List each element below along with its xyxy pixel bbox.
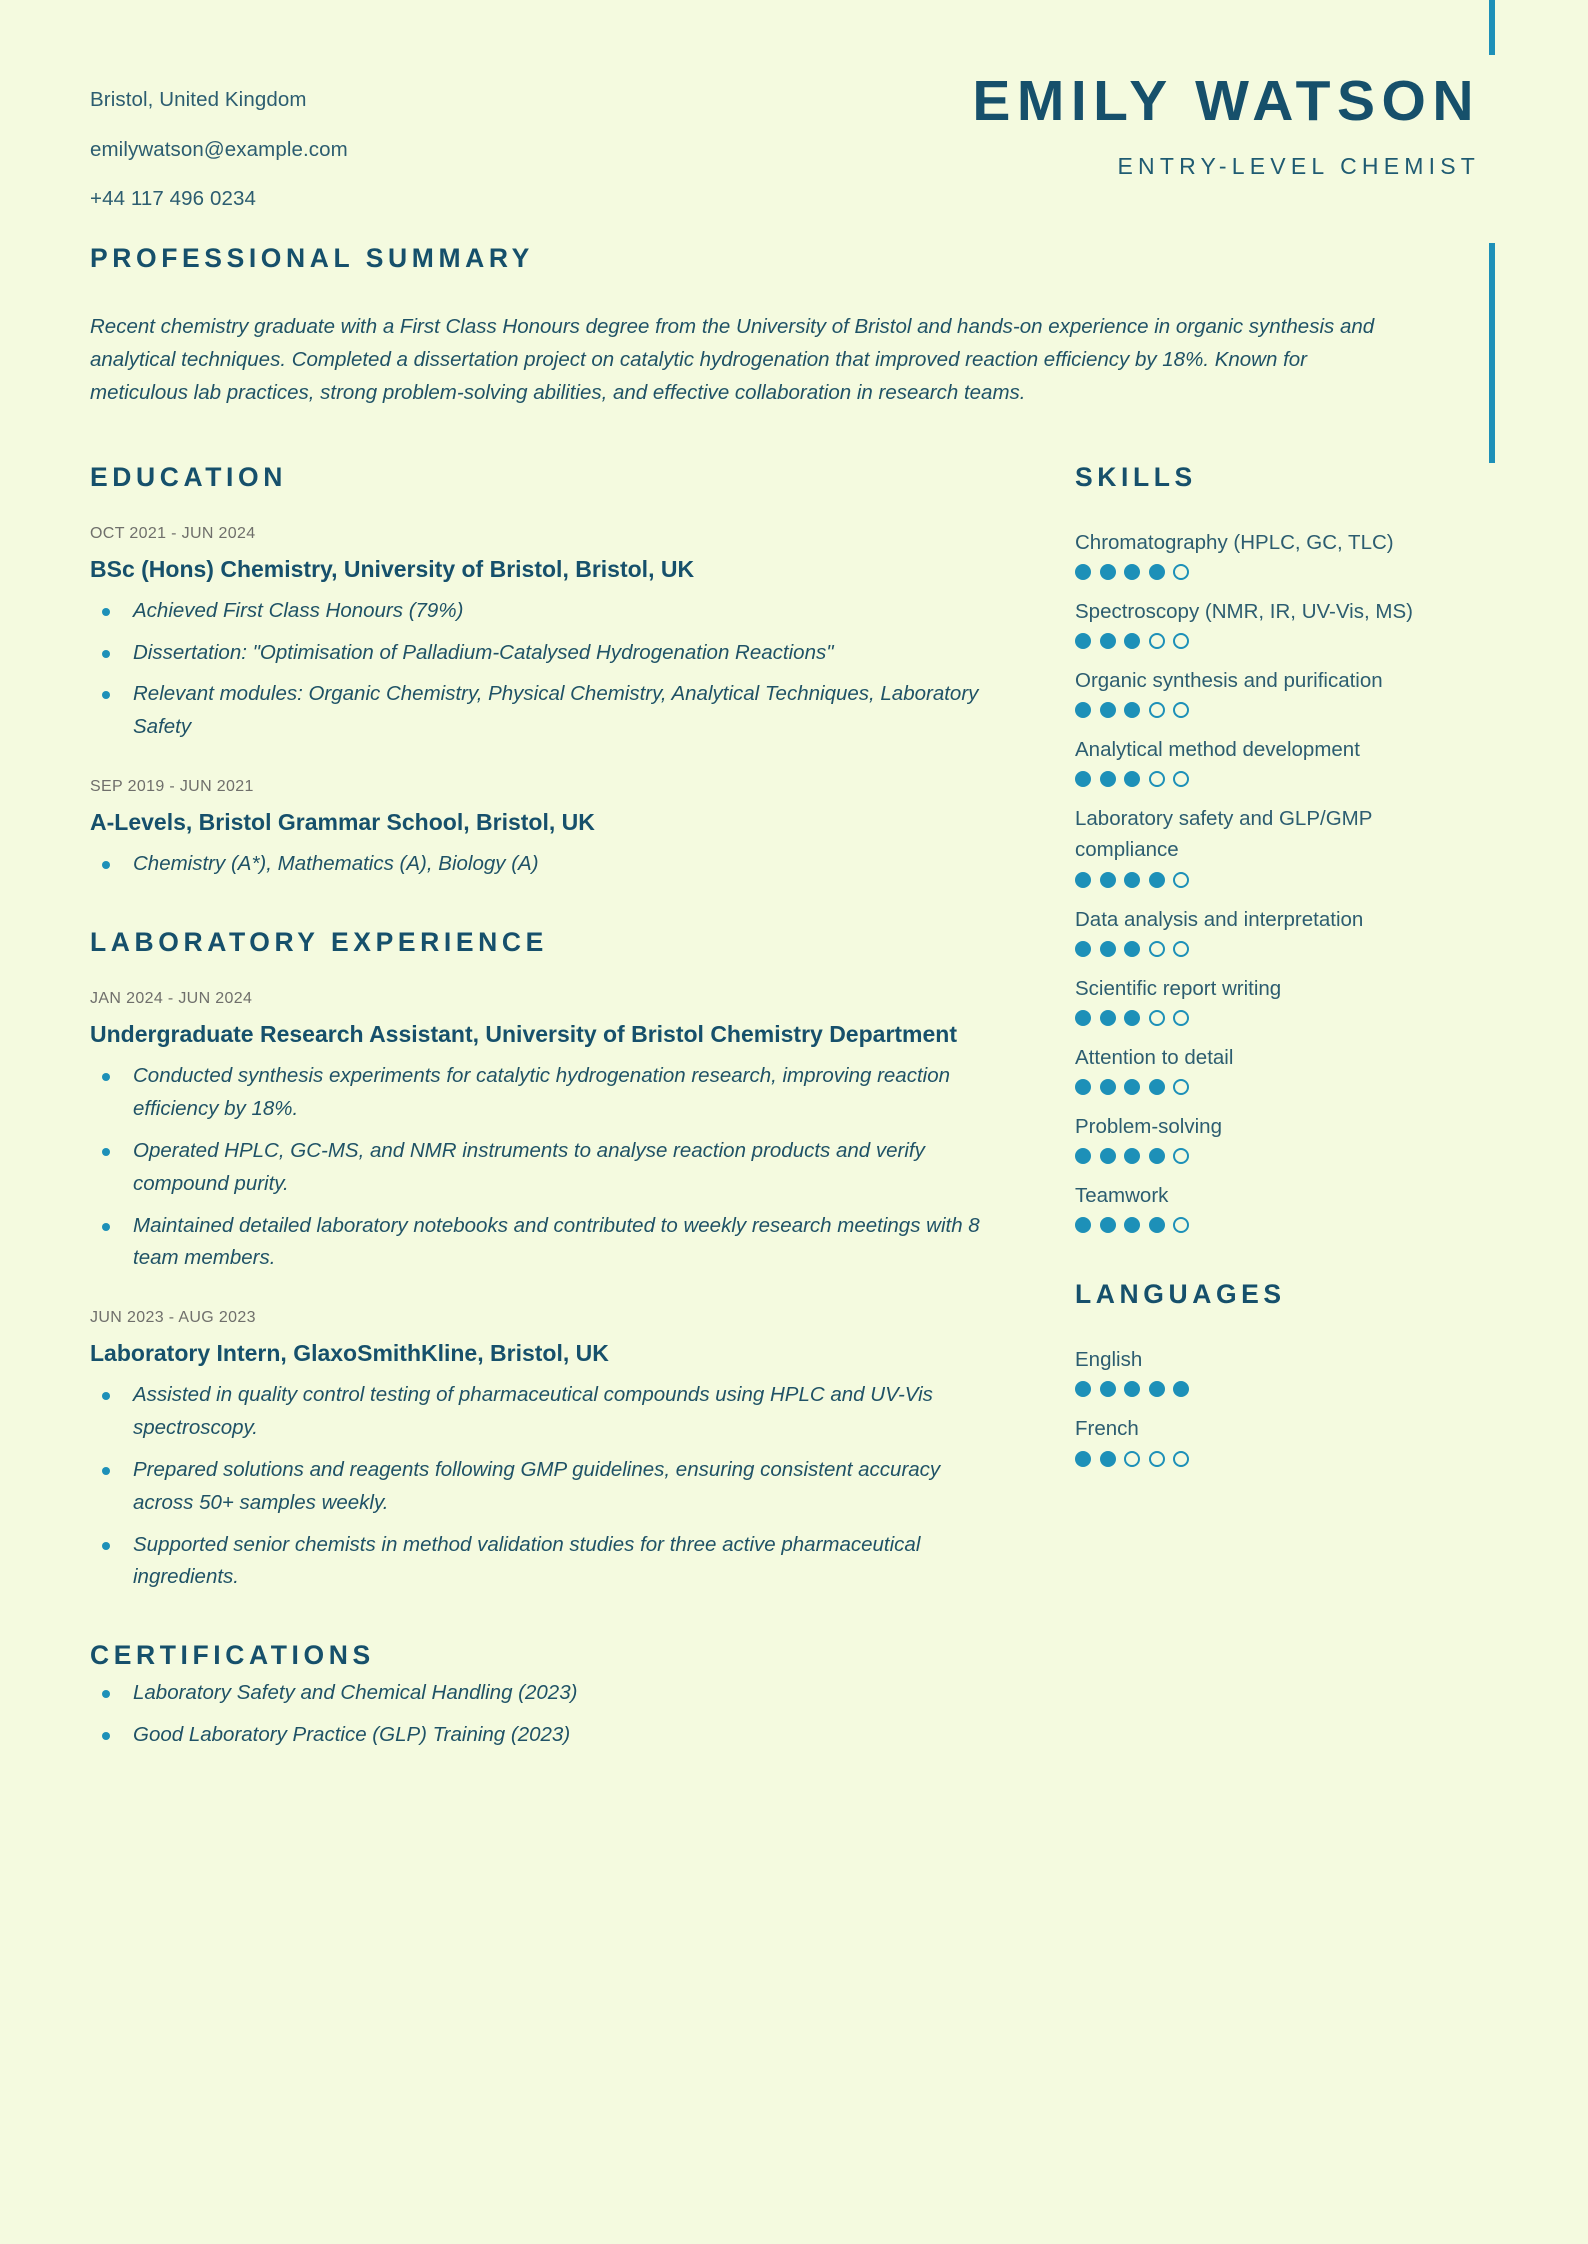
contact-location: Bristol, United Kingdom [90,88,307,111]
bullet-item: Assisted in quality control testing of pharmaceutical compounds using HPLC and UV-Vis spectroscopy. [90,1379,990,1445]
rating-dot-filled [1100,633,1116,649]
language-item [1075,1413,1450,1466]
contact-phone[interactable]: +44 117 496 0234 [90,187,256,210]
rating-dot-filled [1100,1451,1116,1467]
rating-dot-filled [1100,771,1116,787]
summary-heading: PROFESSIONAL SUMMARY [90,243,534,273]
bullet-item: Operated HPLC, GC-MS, and NMR instruments to analyse reaction products and verify compound purity. [90,1135,990,1201]
rating-dot-empty [1173,1148,1189,1164]
rating-dot-filled [1149,872,1165,888]
skill-item-rating [1075,941,1450,957]
skill-item-label: Laboratory safety and GLP/GMP compliance [1075,807,1373,862]
skills-list [1075,527,1450,1234]
rating-dot-filled [1075,771,1091,787]
certification-item: Good Laboratory Practice (GLP) Training (2023) [90,1719,990,1752]
certification-item: Laboratory Safety and Chemical Handling (2023) [90,1677,990,1710]
rating-dot-filled [1100,702,1116,718]
summary-section [0,243,1588,410]
skill-item [1075,1111,1450,1164]
skill-item-label: Attention to detail [1075,1045,1234,1069]
rating-dot-filled [1075,702,1091,718]
rating-dot-filled [1075,1010,1091,1026]
rating-dot-filled [1100,1217,1116,1233]
certifications-section [90,1640,990,1752]
skill-item [1075,734,1450,787]
candidate-job-title: ENTRY-LEVEL CHEMIST [1117,153,1480,180]
language-item [1075,1344,1450,1397]
skill-item [1075,803,1450,887]
language-item-rating [1075,1381,1450,1397]
skill-item [1075,904,1450,957]
entry-date: OCT 2021 - JUN 2024 [90,524,256,542]
skill-item-label: Chromatography (HPLC, GC, TLC) [1075,530,1394,554]
rating-dot-filled [1075,1381,1091,1397]
skill-item [1075,1042,1450,1095]
rating-dot-empty [1149,1010,1165,1026]
skills-heading: SKILLS [1075,461,1197,492]
certifications-bullet-list [90,1677,990,1752]
rating-dot-filled [1100,564,1116,580]
education-entry-list [90,525,990,882]
rating-dot-filled [1124,872,1140,888]
rating-dot-empty [1173,1079,1189,1095]
skill-item [1075,1180,1450,1233]
entry-date: JAN 2024 - JUN 2024 [90,990,253,1008]
skill-item [1075,665,1450,718]
rating-dot-empty [1173,564,1189,580]
rating-dot-filled [1149,1217,1165,1233]
language-item-label: French [1075,1417,1139,1441]
rating-dot-filled [1075,564,1091,580]
entry-title: BSc (Hons) Chemistry, University of Bristol, Bristol, UK [90,555,695,582]
bullet-item: Dissertation: "Optimisation of Palladium-Catalysed Hydrogenation Reactions" [90,637,990,670]
bullet-item: Maintained detailed laboratory notebooks and contributed to weekly research meetings with 8 team members. [90,1210,990,1276]
contact-email[interactable]: emilywatson@example.com [90,137,348,161]
bullet-list [90,1060,990,1275]
bullet-item: Achieved First Class Honours (79%) [90,595,990,628]
accent-bar-top [1489,0,1495,55]
resume-entry [90,525,990,744]
rating-dot-filled [1124,1079,1140,1095]
resume-entry [90,1309,990,1594]
experience-heading: LABORATORY EXPERIENCE [90,927,548,958]
skill-item-rating [1075,633,1450,649]
body-columns [0,462,1588,1761]
rating-dot-filled [1100,1381,1116,1397]
skill-item-rating [1075,1010,1450,1026]
entry-title: A-Levels, Bristol Grammar School, Bristol, UK [90,809,595,836]
bullet-item: Prepared solutions and reagents following GMP guidelines, ensuring consistent accuracy across 50+ samples weekly. [90,1454,990,1520]
resume-header [0,0,1588,235]
bullet-list [90,595,990,744]
candidate-name: EMILY WATSON [972,69,1480,133]
rating-dot-empty [1149,633,1165,649]
entry-title: Undergraduate Research Assistant, University of Bristol Chemistry Department [90,1021,958,1048]
rating-dot-filled [1149,1148,1165,1164]
side-column [1030,462,1450,1483]
skill-item-label: Analytical method development [1075,738,1360,762]
skill-item-label: Organic synthesis and purification [1075,668,1383,692]
identity-block [742,69,1508,180]
bullet-item: Conducted synthesis experiments for catalytic hydrogenation research, improving reaction efficiency by 18%. [90,1060,990,1126]
rating-dot-empty [1149,702,1165,718]
rating-dot-filled [1100,941,1116,957]
language-item-rating [1075,1451,1450,1467]
rating-dot-filled [1124,771,1140,787]
rating-dot-filled [1075,1217,1091,1233]
certifications-heading: CERTIFICATIONS [90,1640,375,1671]
rating-dot-empty [1173,771,1189,787]
education-heading: EDUCATION [90,461,287,492]
experience-entry-list [90,990,990,1594]
rating-dot-empty [1173,1010,1189,1026]
rating-dot-filled [1149,1079,1165,1095]
skill-item-rating [1075,1148,1450,1164]
bullet-item: Supported senior chemists in method validation studies for three active pharmaceutical ingredients. [90,1529,990,1595]
skill-item [1075,973,1450,1026]
bullet-list [90,848,990,881]
main-column [90,462,1030,1761]
languages-heading: LANGUAGES [1075,1279,1286,1310]
skill-item-rating [1075,872,1450,888]
rating-dot-filled [1124,564,1140,580]
rating-dot-filled [1075,1451,1091,1467]
rating-dot-empty [1149,1451,1165,1467]
rating-dot-filled [1075,1148,1091,1164]
education-section [90,462,990,882]
rating-dot-empty [1149,771,1165,787]
rating-dot-empty [1173,872,1189,888]
skill-item-rating [1075,1217,1450,1233]
rating-dot-filled [1149,564,1165,580]
rating-dot-filled [1149,1381,1165,1397]
entry-date: JUN 2023 - AUG 2023 [90,1309,256,1327]
languages-list [1075,1344,1450,1466]
accent-bar-lower [1489,243,1495,463]
rating-dot-filled [1100,1079,1116,1095]
rating-dot-filled [1075,1079,1091,1095]
skill-item-rating [1075,771,1450,787]
entry-date: SEP 2019 - JUN 2021 [90,778,254,796]
rating-dot-filled [1124,1381,1140,1397]
rating-dot-empty [1173,702,1189,718]
entry-title: Laboratory Intern, GlaxoSmithKline, Bristol, UK [90,1340,609,1367]
skill-item-rating [1075,564,1450,580]
rating-dot-filled [1124,1217,1140,1233]
rating-dot-filled [1100,872,1116,888]
resume-entry [90,990,990,1275]
skill-item [1075,596,1450,649]
rating-dot-empty [1149,941,1165,957]
rating-dot-filled [1124,1010,1140,1026]
skill-item-label: Scientific report writing [1075,976,1282,1000]
rating-dot-filled [1173,1381,1189,1397]
bullet-list [90,1379,990,1594]
skill-item-rating [1075,702,1450,718]
resume-entry [90,778,990,881]
bullet-item: Chemistry (A*), Mathematics (A), Biology (A) [90,848,990,881]
summary-text: Recent chemistry graduate with a First Class Honours degree from the University of Bristol and hands-on experience in organic synthesis and analytical techniques. Completed a dissertation project on catalytic hydrogenation that improved reaction efficiency by 18%. Known for meticulous lab practices, strong problem-solving abilities, and effective collaboration in research teams. [90,315,1375,405]
experience-section [90,927,990,1594]
rating-dot-empty [1173,633,1189,649]
bullet-item: Relevant modules: Organic Chemistry, Physical Chemistry, Analytical Techniques, Laboratory Safety [90,678,990,744]
skill-item-label: Data analysis and interpretation [1075,907,1364,931]
languages-section [1075,1279,1450,1466]
language-item-label: English [1075,1348,1143,1372]
rating-dot-filled [1100,1148,1116,1164]
rating-dot-filled [1124,1148,1140,1164]
rating-dot-filled [1124,633,1140,649]
skill-item-label: Spectroscopy (NMR, IR, UV-Vis, MS) [1075,599,1413,623]
skill-item-label: Problem-solving [1075,1115,1222,1139]
rating-dot-filled [1075,941,1091,957]
skill-item-label: Teamwork [1075,1184,1169,1208]
rating-dot-empty [1124,1451,1140,1467]
skills-section [1075,462,1450,1234]
rating-dot-empty [1173,941,1189,957]
contact-block [90,72,742,239]
rating-dot-filled [1100,1010,1116,1026]
rating-dot-filled [1075,872,1091,888]
rating-dot-filled [1124,941,1140,957]
skill-item-rating [1075,1079,1450,1095]
rating-dot-empty [1173,1451,1189,1467]
rating-dot-empty [1173,1217,1189,1233]
rating-dot-filled [1124,702,1140,718]
rating-dot-filled [1075,633,1091,649]
skill-item [1075,527,1450,580]
